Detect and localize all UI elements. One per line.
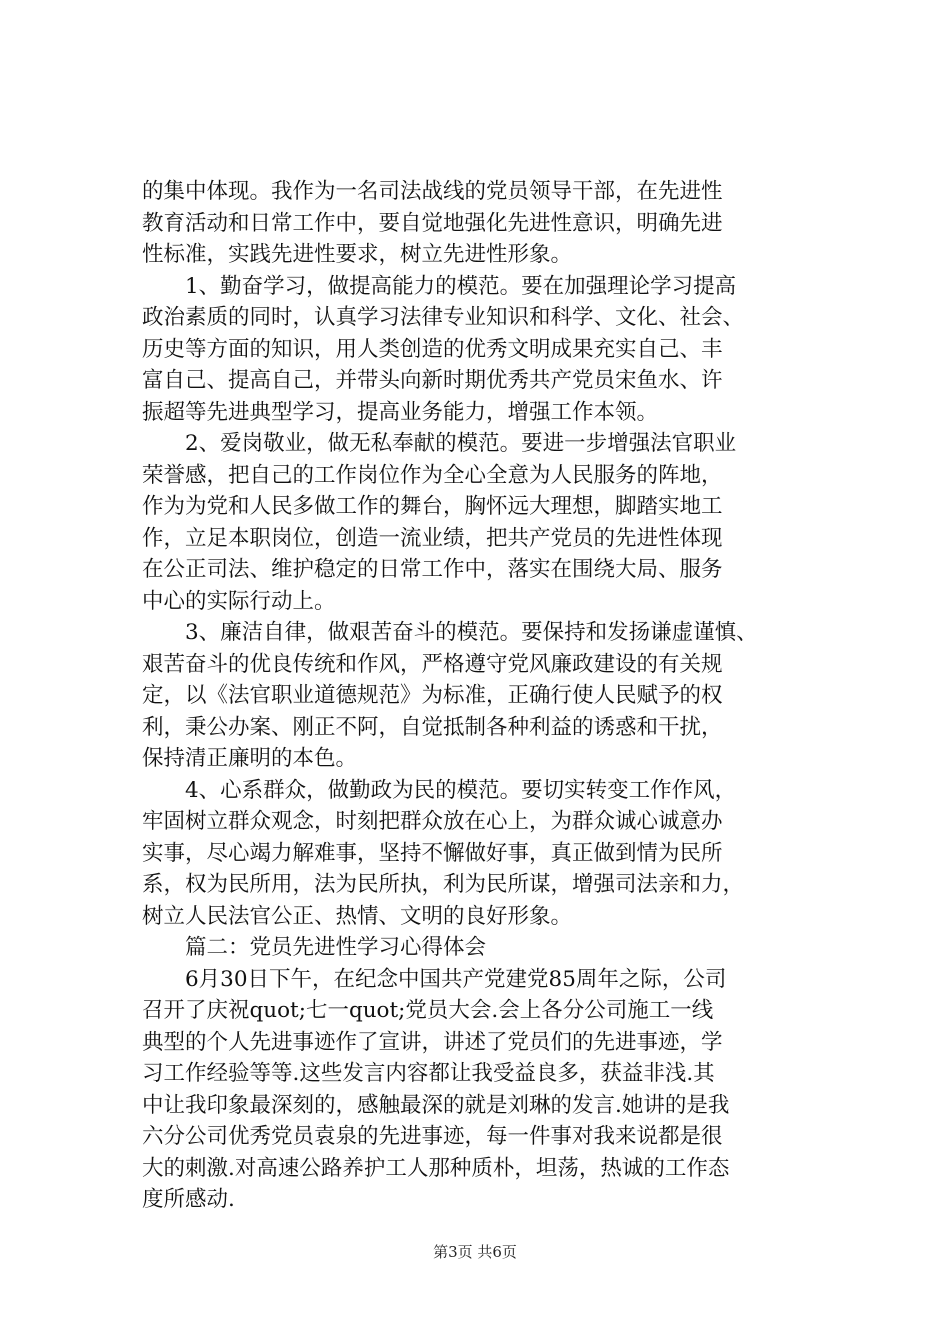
text-line: 系，权为民所用，法为民所执，利为民所谋，增强司法亲和力， [142,872,745,897]
text-line: 3、廉洁自律，做艰苦奋斗的模范。要保持和发扬谦虚谨慎、 [185,620,758,645]
text-line: 典型的个人先进事迹作了宣讲，讲述了党员们的先进事迹，学 [142,1029,723,1055]
text-line: 召开了庆祝quot;七一quot;党员大会.会上各分公司施工一线 [142,998,714,1023]
text-line: 2、爱岗敬业，做无私奉献的模范。要进一步增强法官职业 [185,431,737,456]
document-body [142,176,854,1216]
text-line: 中心的实际行动上。 [142,588,336,614]
text-line: 习工作经验等等.这些发言内容都让我受益良多，获益非浅.其 [142,1061,715,1086]
text-line: 定，以《法官职业道德规范》为标准，正确行使人民赋予的权 [142,683,723,708]
text-line: 富自己、提高自己，并带头向新时期优秀共产党员宋鱼水、许 [142,368,723,393]
text-line: 政治素质的同时，认真学习法律专业知识和科学、文化、社会、 [142,305,745,330]
text-line: 荣誉感，把自己的工作岗位作为全心全意为人民服务的阵地， [142,462,723,488]
text-line: 振超等先进典型学习，提高业务能力，增强工作本领。 [142,399,659,425]
text-line: 利，秉公办案、刚正不阿，自觉抵制各种利益的诱惑和干扰， [142,714,723,740]
text-line: 大的刺激.对高速公路养护工人那种质朴，坦荡，热诚的工作态 [142,1155,730,1181]
text-line: 树立人民法官公正、热情、文明的良好形象。 [142,903,573,929]
text-line: 实事，尽心竭力解难事，坚持不懈做好事，真正做到情为民所 [142,840,723,866]
text-line: 4、心系群众，做勤政为民的模范。要切实转变工作作风， [185,777,737,803]
text-line: 六分公司优秀党员袁泉的先进事迹，每一件事对我来说都是很 [142,1124,723,1149]
text-line: 的集中体现。我作为一名司法战线的党员领导干部，在先进性 [142,179,723,204]
text-line: 教育活动和日常工作中，要自觉地强化先进性意识，明确先进 [142,210,723,236]
text-line: 1、勤奋学习，做提高能力的模范。要在加强理论学习提高 [185,273,737,299]
page-footer: 第3页 共6页 [433,1243,517,1261]
text-line: 艰苦奋斗的优良传统和作风，严格遵守党风廉政建设的有关规 [142,651,723,677]
text-line: 作，立足本职岗位，创造一流业绩，把共产党员的先进性体现 [142,525,723,551]
text-line: 6月30日下午，在纪念中国共产党建党85周年之际，公司 [185,966,727,992]
text-line: 篇二：党员先进性学习心得体会 [185,935,487,960]
text-line: 牢固树立群众观念，时刻把群众放在心上，为群众诚心诚意办 [142,809,723,834]
text-line: 性标准，实践先进性要求，树立先进性形象。 [142,242,573,267]
text-line: 在公正司法、维护稳定的日常工作中，落实在围绕大局、服务 [142,557,723,582]
text-line: 度所感动. [142,1187,235,1212]
text-line: 作为为党和人民多做工作的舞台，胸怀远大理想，脚踏实地工 [142,494,723,519]
text-line: 历史等方面的知识，用人类创造的优秀文明成果充实自己、丰 [142,336,723,362]
text-line: 保持清正廉明的本色。 [142,746,358,771]
text-line: 中让我印象最深刻的，感触最深的就是刘琳的发言.她讲的是我 [142,1092,730,1118]
